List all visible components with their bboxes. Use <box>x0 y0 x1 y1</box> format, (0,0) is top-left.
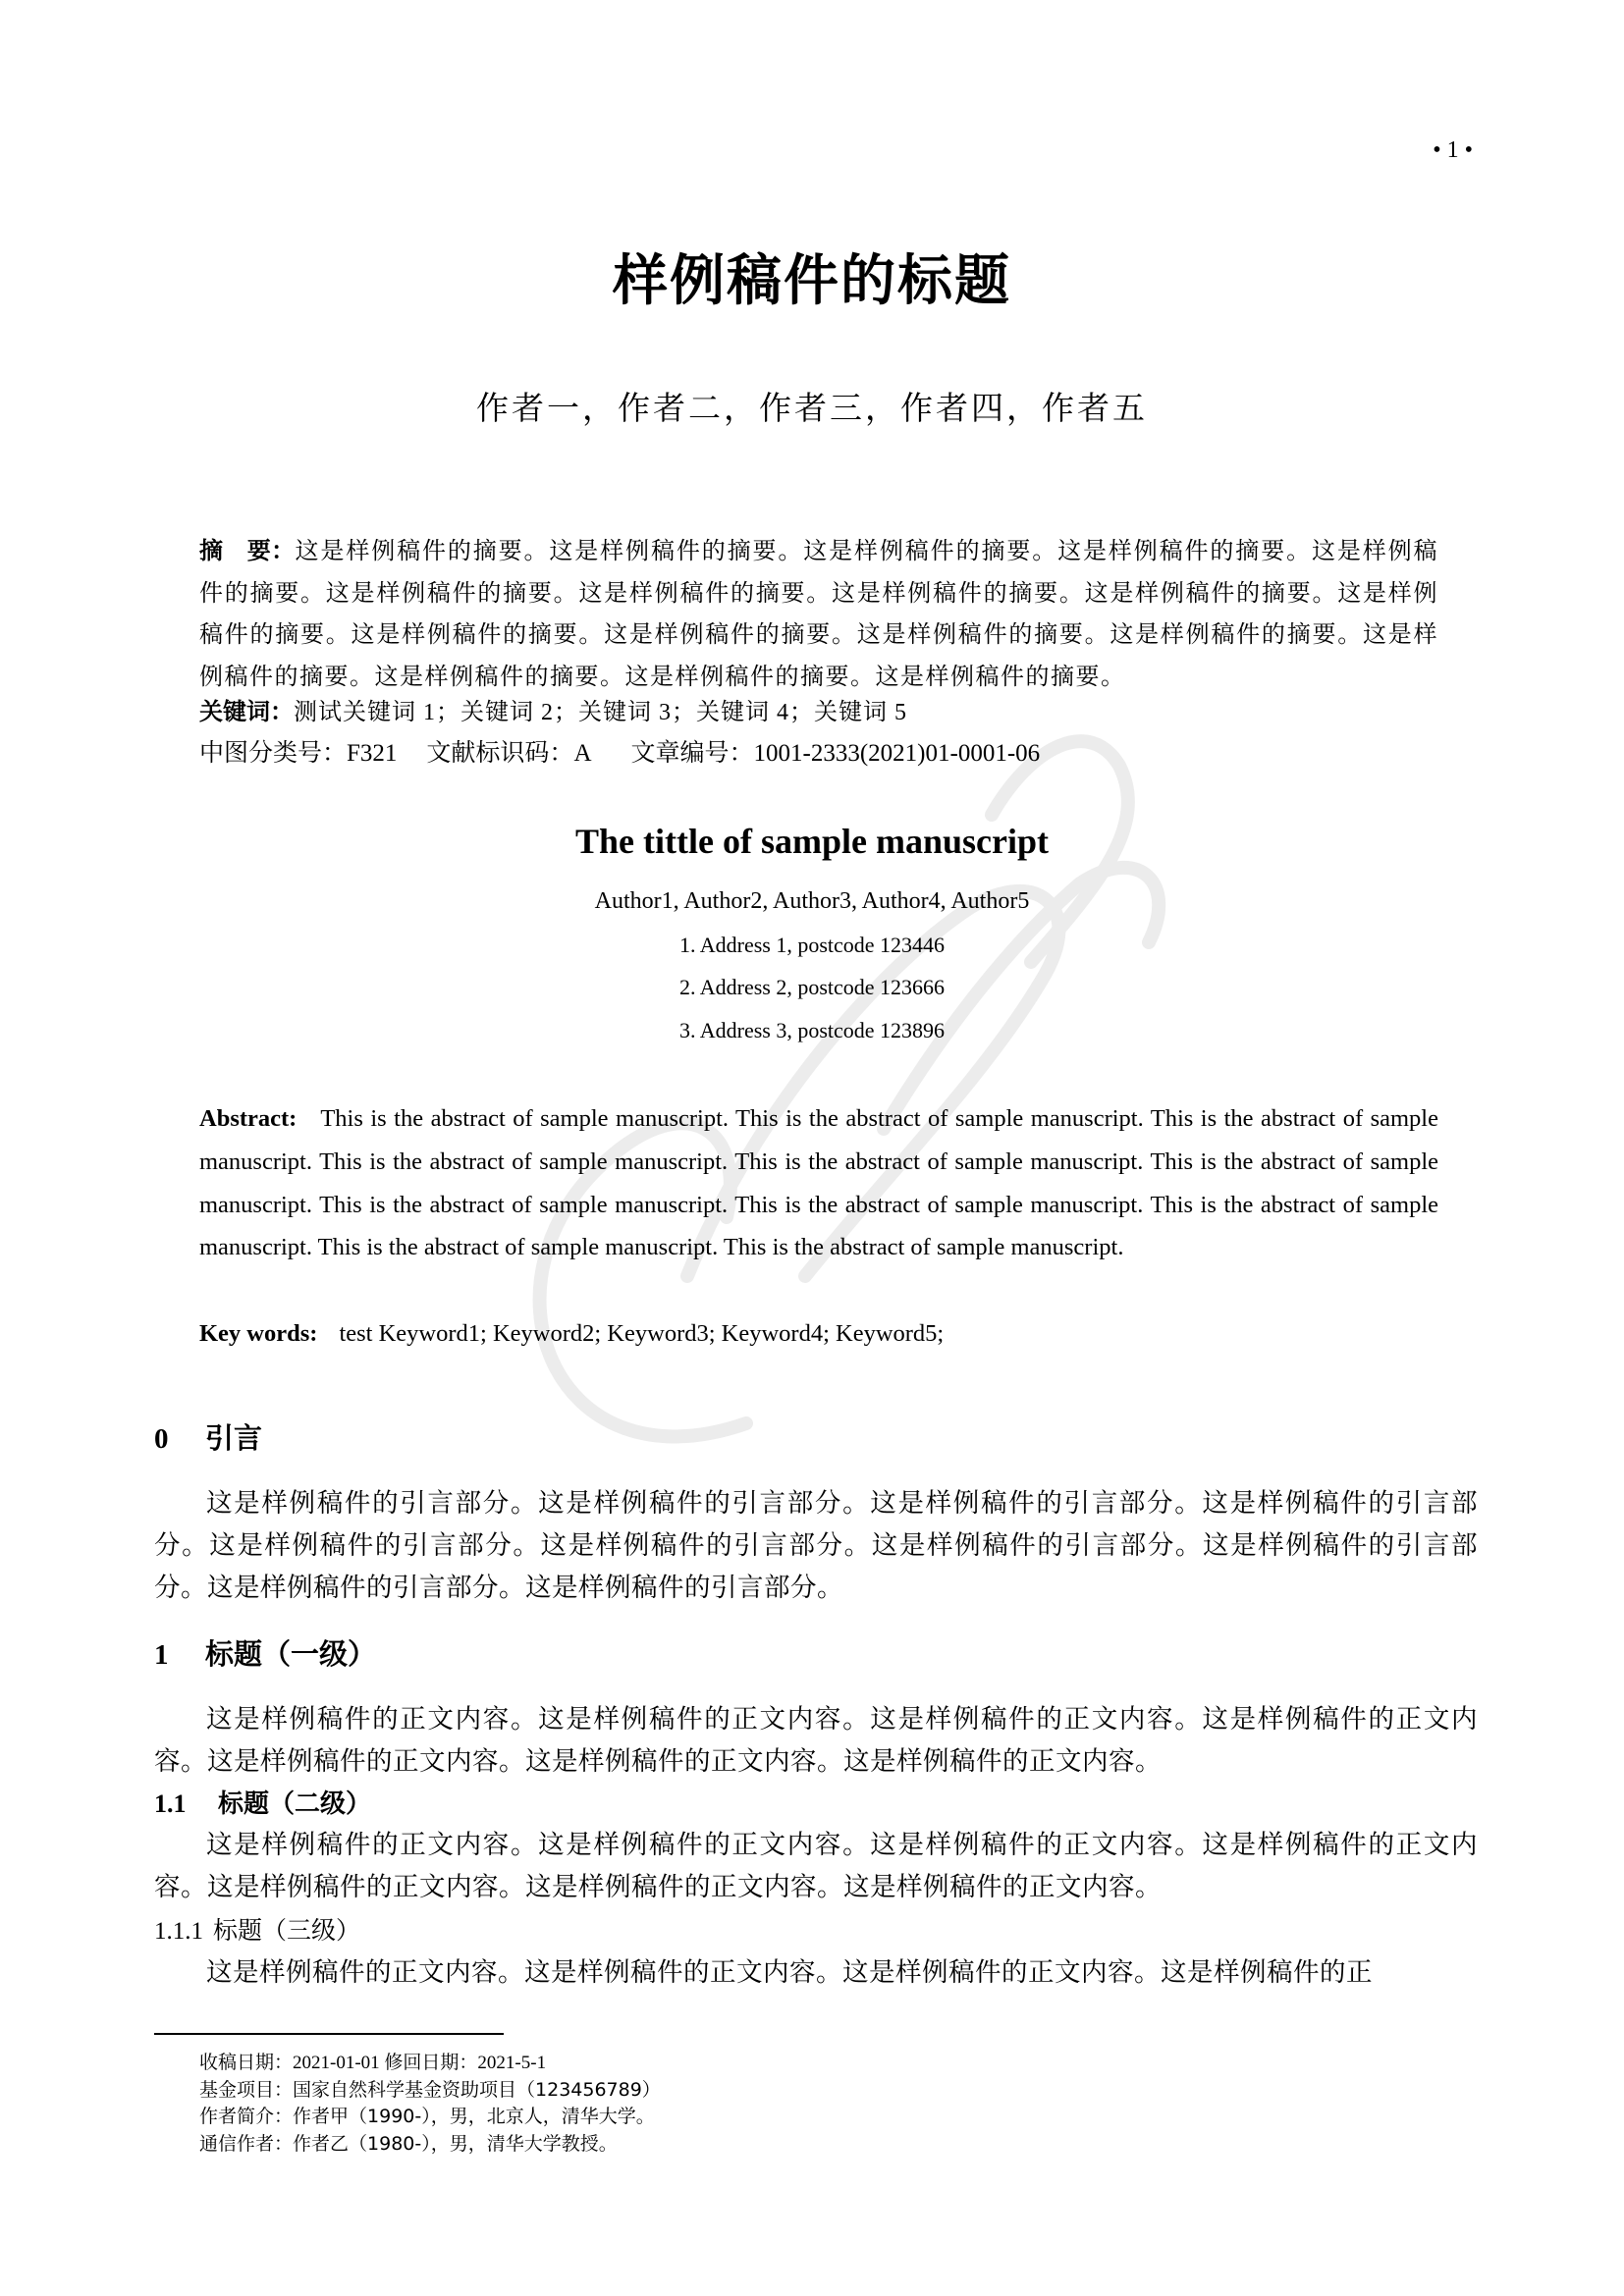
classification-line <box>199 732 1438 774</box>
chinese-keywords-label: 关键词： <box>199 698 294 725</box>
english-authors: Author1, Author2, Author3, Author4, Author5 <box>594 888 1030 914</box>
footnote-label: 收稿日期： <box>199 2052 294 2073</box>
chinese-keywords-text: 测试关键词 1；关键词 2；关键词 3；关键词 4；关键词 5 <box>294 700 907 725</box>
footnote-label: 基金项目： <box>199 2078 294 2101</box>
footnote-label: 通信作者： <box>199 2132 294 2155</box>
section-paragraph-0: 这是样例稿件的引言部分。这是样例稿件的引言部分。这是样例稿件的引言部分。这是样例稿件的引言部分。这是样例稿件的引言部分。这是样例稿件的引言部分。这是样例稿件的引言部分。这是样例稿件的引言部分。这是样例稿件的引言部分。这是样例稿件的引言部分。 <box>154 1488 1478 1603</box>
address-1: 1. Address 1, postcode 123446 <box>678 933 946 957</box>
footnote-value: 作者甲（1990-），男，北京人，清华大学。 <box>293 2106 655 2127</box>
section-heading-1 <box>154 1634 376 1675</box>
english-keywords <box>199 1313 1438 1355</box>
english-abstract-label: Abstract: <box>199 1105 298 1132</box>
section-number: 1.1 <box>154 1789 187 1818</box>
chinese-abstract-label: 摘 要： <box>199 537 296 564</box>
footnote-value: 2021-01-01 修回日期：2021-5-1 <box>293 2053 547 2073</box>
footnotes <box>199 2050 661 2158</box>
section-number: 1.1.1 <box>154 1918 203 1945</box>
section-heading-1-1-1 <box>154 1911 360 1951</box>
footnote-corresponding-author <box>199 2131 661 2159</box>
english-keywords-label: Key words: <box>199 1320 318 1347</box>
chinese-title: 样例稿件的标题 <box>613 249 1011 313</box>
footnote-divider <box>154 2033 504 2035</box>
page-number: • 1 • <box>1433 137 1473 163</box>
section-heading-0 <box>154 1418 262 1459</box>
chinese-authors: 作者一，作者二，作者三，作者四，作者五 <box>476 392 1148 427</box>
section-title: 标题（三级） <box>213 1916 361 1945</box>
section-number: 0 <box>154 1423 169 1455</box>
english-keywords-text: test Keyword1; Keyword2; Keyword3; Keyword4; Keyword5; <box>339 1320 945 1347</box>
footnote-received <box>199 2050 661 2077</box>
english-abstract-text: This is the abstract of sample manuscript. This is the abstract of sample manuscript. This is the abstract of sample manuscript. This is the abstract of sample manuscript. This is the abstract of sample manuscript. This is the abstract of sample manuscript. This is the abstract of sample manuscript. This is the abstract of sample manuscript. This is the abstract of sample manuscript. This is the abstract of sample manuscript. This is the abstract of sample manuscript. <box>199 1105 1438 1261</box>
english-title: The tittle of sample manuscript <box>575 822 1049 861</box>
footnote-value: 作者乙（1980-），男，清华大学教授。 <box>293 2132 618 2155</box>
article-no-value: 1001-2333(2021)01-0001-06 <box>753 740 1041 767</box>
chinese-abstract <box>199 530 1438 698</box>
chinese-abstract-text: 这是样例稿件的摘要。这是样例稿件的摘要。这是样例稿件的摘要。这是样例稿件的摘要。这是样例稿件的摘要。这是样例稿件的摘要。这是样例稿件的摘要。这是样例稿件的摘要。这是样例稿件的摘要。这是样例稿件的摘要。这是样例稿件的摘要。这是样例稿件的摘要。这是样例稿件的摘要。这是样例稿件的摘要。这是样例稿件的摘要。这是样例稿件的摘要。这是样例稿件的摘要。这是样例稿件的摘要。 <box>199 539 1439 690</box>
section-paragraph-1-1: 这是样例稿件的正文内容。这是样例稿件的正文内容。这是样例稿件的正文内容。这是样例稿件的正文内容。这是样例稿件的正文内容。这是样例稿件的正文内容。这是样例稿件的正文内容。 <box>154 1830 1478 1902</box>
address-3: 3. Address 3, postcode 123896 <box>678 1018 946 1042</box>
chinese-keywords <box>199 691 1438 733</box>
address-2: 2. Address 2, postcode 123666 <box>678 975 946 999</box>
footnote-fund <box>199 2077 661 2105</box>
section-paragraph-1: 这是样例稿件的正文内容。这是样例稿件的正文内容。这是样例稿件的正文内容。这是样例稿件的正文内容。这是样例稿件的正文内容。这是样例稿件的正文内容。这是样例稿件的正文内容。 <box>154 1704 1478 1777</box>
section-paragraph-1-1-1: 这是样例稿件的正文内容。这是样例稿件的正文内容。这是样例稿件的正文内容。这是样例稿件的正 <box>206 1957 1373 1988</box>
clc-value: F321 <box>347 740 398 767</box>
footnote-value: 国家自然科学基金资助项目（123456789） <box>293 2078 661 2101</box>
section-title: 标题（一级） <box>205 1637 377 1671</box>
section-heading-1-1 <box>154 1785 371 1824</box>
doc-code-value: A <box>573 740 592 767</box>
section-number: 1 <box>154 1639 169 1671</box>
section-title: 引言 <box>205 1421 263 1455</box>
article-no-label: 文章编号： <box>630 738 754 767</box>
footnote-label: 作者简介： <box>199 2106 294 2127</box>
section-title: 标题（二级） <box>218 1789 372 1819</box>
doc-code-label: 文献标识码： <box>426 738 574 767</box>
footnote-author-bio <box>199 2104 661 2131</box>
clc-label: 中图分类号： <box>199 738 348 767</box>
english-abstract <box>199 1097 1438 1269</box>
